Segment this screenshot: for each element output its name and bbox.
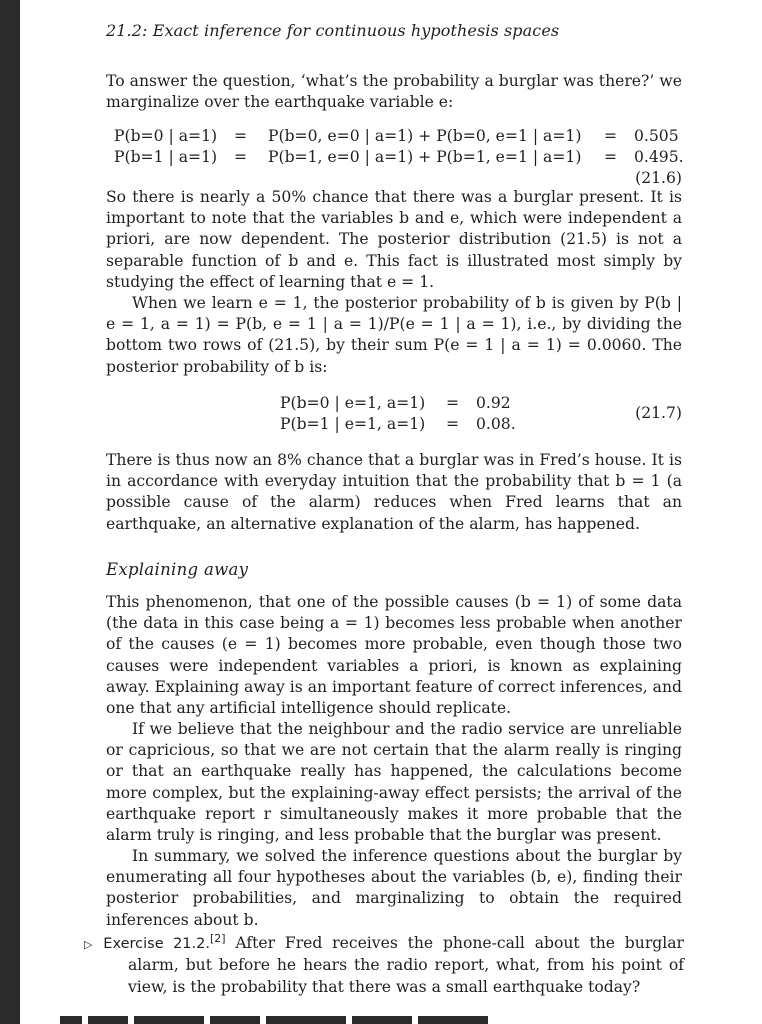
equation-number-21-6: (21.6) — [635, 169, 682, 187]
eq7-line1-sign: = — [446, 394, 460, 412]
previous-page-cut-text — [60, 0, 760, 3]
exercise-label: Exercise 21.2. — [103, 936, 210, 953]
viewer-left-edge — [0, 0, 20, 1024]
paragraph-unreliable: If we believe that the neighbour and the radio service are unreliable or capricious, so that we are not certain that the alarm really is ringing or that an earthquake really has happened, the calculations become more complex, but the explaining-away effect persists; the arrival of the earthquake report r simultaneously makes it more probable that the alarm truly is ringing, and less probable that the burglar was present. — [106, 720, 682, 845]
eq-line1-sign: = — [234, 127, 248, 145]
exercise-marker-icon: ▷ — [84, 938, 98, 952]
exercise-21-2 — [84, 928, 684, 998]
equation-number-21-7: (21.7) — [635, 404, 682, 422]
eq-line2-sign2: = — [604, 148, 618, 166]
eq-line1-value: 0.505 — [634, 127, 679, 145]
eq7-line2-lhs: P(b=1 | e=1, a=1) — [280, 415, 426, 433]
eq-line1-sign2: = — [604, 127, 618, 145]
eq-line1-lhs: P(b=0 | a=1) — [114, 127, 218, 145]
eq7-line1-lhs: P(b=0 | e=1, a=1) — [280, 394, 426, 412]
paragraph-burglar-chance: So there is nearly a 50% chance that there was a burglar present. It is important to note that the variables b and e, which were independent a priori, are now dependent. The posterior distribution (21.5) is not a separable function of b and e. This fact is illustrated most simply by studying the effect of learning that e = 1. — [106, 188, 682, 291]
eq-line2-rhs: P(b=1, e=0 | a=1) + P(b=1, e=1 | a=1) — [268, 148, 582, 166]
paragraph-phenomenon: This phenomenon, that one of the possible causes (b = 1) of some data (the data in this case being a = 1) becomes less probable when another of the causes (e = 1) becomes more probable, even though those two causes were independent variables a priori, is known as explaining away. Explaining away is an important feature of correct inferences, and one that any artificial intelligence should replicate. — [106, 593, 682, 718]
eq-line2-sign: = — [234, 148, 248, 166]
eq7-line2-value: 0.08. — [476, 415, 516, 433]
eq7-line2-sign: = — [446, 415, 460, 433]
paragraph-learn-e1: When we learn e = 1, the posterior probability of b is given by P(b | e = 1, a = 1) = P(b, e = 1 | a = 1)/P(e = 1 | a = 1), i.e., by dividing the bottom two rows of (21.5), by their sum P(e = 1 | a = 1) = 0.0060. The posterior probability of b is: — [106, 294, 682, 376]
intro-paragraph: To answer the question, ‘what’s the probability a burglar was there?’ we marginalize over the earthquake variable e: — [106, 72, 682, 112]
eq-line2-value: 0.495. — [634, 148, 684, 166]
exercise-text: After Fred receives the phone-call about the burglar alarm, but before he hears the radio report, what, from his point of view, is the probability that there was a small earthquake today? — [128, 934, 684, 996]
running-head: 21.2: Exact inference for continuous hypothesis spaces — [106, 21, 560, 40]
section-title-explaining-away: Explaining away — [106, 560, 249, 579]
eq7-line1-value: 0.92 — [476, 394, 511, 412]
paragraph-summary: In summary, we solved the inference questions about the burglar by enumerating all four hypotheses about the variables (b, e), finding their posterior probabilities, and marginalizing to obtain the required inferences about b. — [106, 847, 682, 929]
exercise-difficulty: [2] — [209, 932, 226, 945]
eq-line2-lhs: P(b=1 | a=1) — [114, 148, 218, 166]
paragraph-eight-percent: There is thus now an 8% chance that a burglar was in Fred’s house. It is in accordance with everyday intuition that the probability that b = 1 (a possible cause of the alarm) reduces when Fred learns that an earthquake, an alternative explanation of the alarm, has happened. — [106, 451, 682, 533]
eq-line1-rhs: P(b=0, e=0 | a=1) + P(b=0, e=1 | a=1) — [268, 127, 582, 145]
next-section-heading-cut — [60, 1016, 500, 1024]
